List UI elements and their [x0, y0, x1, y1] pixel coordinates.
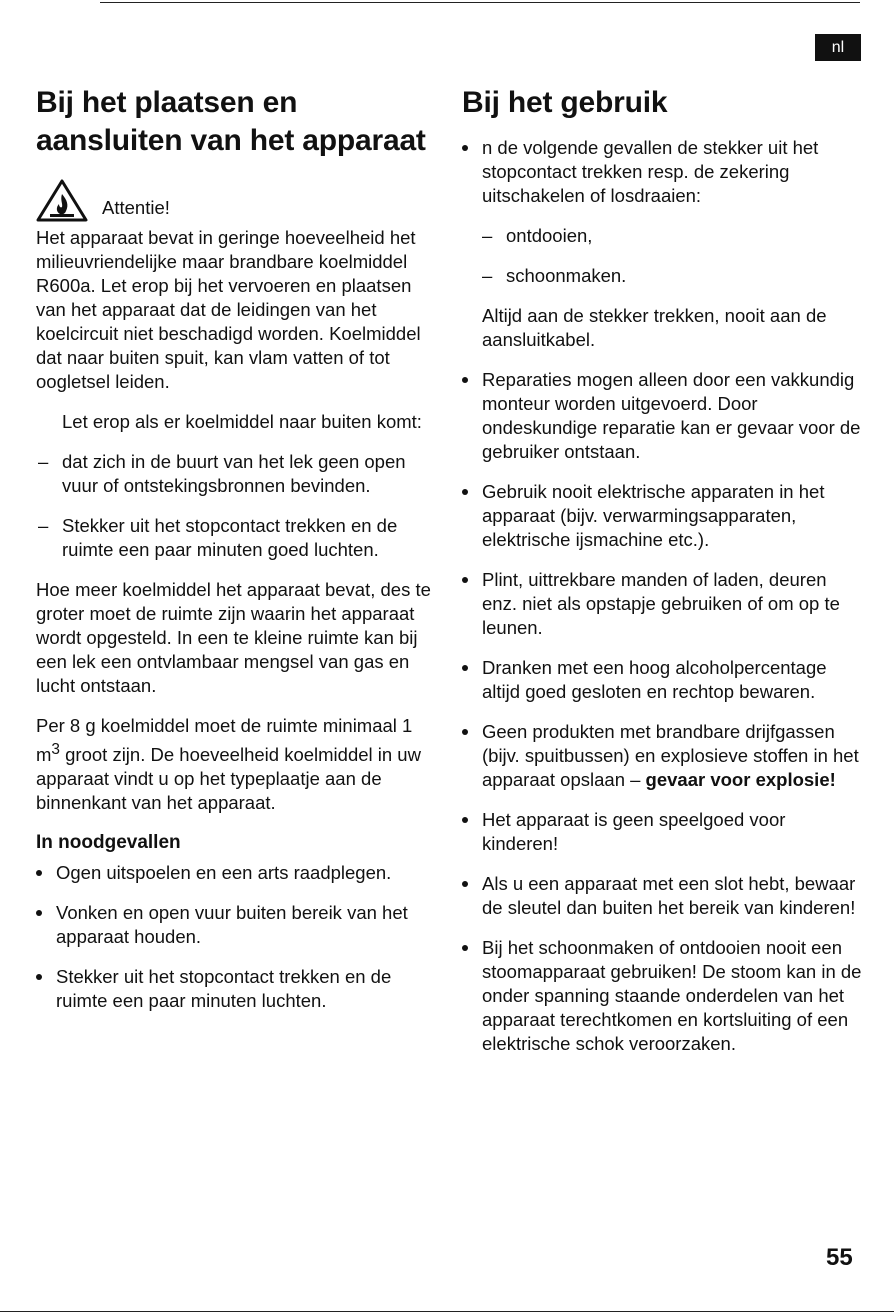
fire-warning-icon — [36, 178, 88, 222]
usage-item: Dranken met een hoog alcoholpercentage altijd goed gesloten en rechtop bewaren. — [462, 656, 862, 704]
warning-heading — [36, 178, 434, 222]
usage-item: Reparaties mogen alleen door een vakkundig monteur worden uitgevoerd. Door ondeskundige reparatie kan er gevaar voor de gebruiker ontstaan. — [462, 368, 862, 464]
usage-item: n de volgende gevallen de stekker uit het stopcontact trekken resp. de zekering uitschakelen of losdraaien: – ontdooien, – schoonmaken. Altijd aan de stekker trekken, nooit aan de aansluitkabel. — [462, 136, 862, 352]
leak-item: – Stekker uit het stopcontact trekken en de ruimte een paar minuten goed luchten. — [38, 515, 398, 560]
right-column — [462, 84, 862, 1072]
leak-item: – dat zich in de buurt van het lek geen open vuur of ontstekingsbronnen bevinden. — [38, 451, 406, 496]
left-section-title: Bij het plaatsen en aansluiten van het apparaat — [36, 86, 426, 157]
usage-subitem: – ontdooien, — [482, 225, 593, 246]
top-rule — [100, 2, 860, 3]
usage-item: Geen produkten met brandbare drijfgassen (bijv. spuitbussen) en explosieve stoffen in het apparaat opslaan – gevaar voor explosie! — [462, 720, 862, 792]
usage-item: Bij het schoonmaken of ontdooien nooit een stoomapparaat gebruiken! De stoom kan in de onder spanning staande onderdelen van het apparaat terechtkomen en kortsluiting of een elektrische schok veroorzaken. — [462, 936, 862, 1056]
page-number: 55 — [826, 1244, 853, 1271]
usage-note: Altijd aan de stekker trekken, nooit aan de aansluitkabel. — [482, 305, 827, 350]
right-section-title: Bij het gebruik — [462, 86, 668, 119]
volume-paragraph: Per 8 g koelmiddel moet de ruimte minimaal 1 $m^3$ groot zijn. De hoeveelheid koelmiddel in uw apparaat vindt u op het typeplaatje aan de binnenkant van het apparaat. — [36, 715, 421, 814]
usage-subitem: – schoonmaken. — [482, 265, 627, 286]
emergency-heading: In noodgevallen — [36, 832, 181, 854]
usage-item: Het apparaat is geen speelgoed voor kinderen! — [462, 808, 862, 856]
bottom-rule — [0, 1311, 894, 1312]
language-badge: nl — [815, 34, 861, 61]
usage-item: Als u een apparaat met een slot hebt, bewaar de sleutel dan buiten het bereik van kinderen! — [462, 872, 862, 920]
explosion-warning: gevaar voor explosie! — [645, 769, 836, 790]
emergency-item: Stekker uit het stopcontact trekken en de ruimte een paar minuten luchten. — [36, 965, 434, 1013]
emergency-item: Ogen uitspoelen en een arts raadplegen. — [36, 861, 434, 885]
leak-list — [36, 450, 434, 562]
room-paragraph: Hoe meer koelmiddel het apparaat bevat, des te groter moet de ruimte zijn waarin het apparaat wordt opgesteld. In een te kleine ruimte kan bij een lek een ontvlambaar mengsel van gas en lucht ontstaan. — [36, 579, 431, 696]
left-column — [36, 84, 434, 1029]
usage-list — [462, 136, 862, 1056]
leak-note: Let erop als er koelmiddel naar buiten komt: — [62, 411, 422, 432]
emergency-item: Vonken en open vuur buiten bereik van het apparaat houden. — [36, 901, 434, 949]
usage-item: Plint, uittrekbare manden of laden, deuren enz. niet als opstapje gebruiken of om op te leunen. — [462, 568, 862, 640]
warning-label: Attentie! — [102, 197, 170, 218]
emergency-list — [36, 861, 434, 1013]
refrigerant-intro: Het apparaat bevat in geringe hoeveelheid het milieuvriendelijke maar brandbare koelmiddel R600a. Let erop bij het vervoeren en plaatsen van het apparaat dat de leidingen van het koelcircuit niet beschadigd worden. Koelmiddel dat naar buiten spuit, kan vlam vatten of tot oogletsel leiden. — [36, 227, 421, 392]
usage-item: Gebruik nooit elektrische apparaten in het apparaat (bijv. verwarmingsapparaten, elektrische ijsmachine etc.). — [462, 480, 862, 552]
